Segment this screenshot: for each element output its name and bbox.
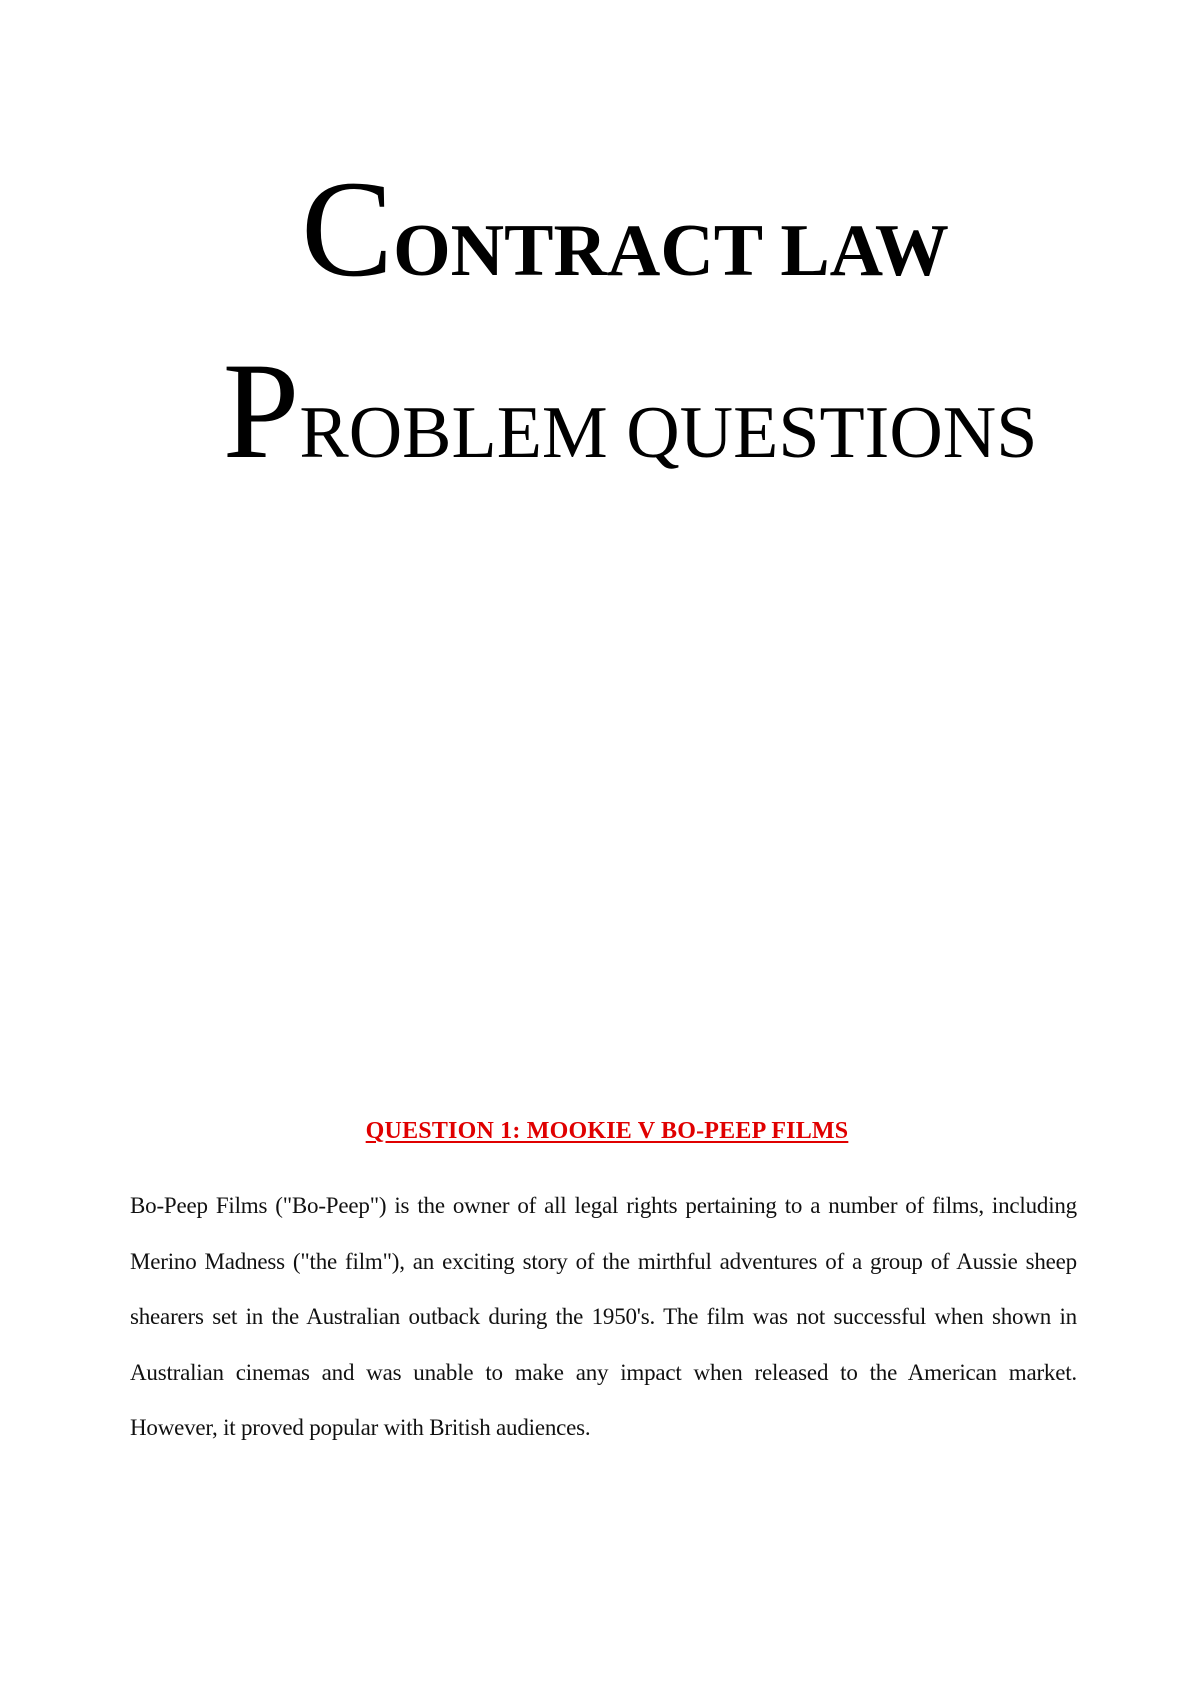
title-line-2 <box>0 334 1200 487</box>
question-heading: QUESTION 1: MOOKIE V BO-PEEP FILMS <box>365 1118 849 1144</box>
title-rest-problem-questions: ROBLEM QUESTIONS <box>299 392 1038 474</box>
title-line-1 <box>0 152 1200 305</box>
question-body-paragraph: Bo-Peep Films ("Bo-Peep") is the owner of all legal rights pertaining to a number of films, including Merino Madness ("the film"), an exciting story of the mirthful adventures of a group of Aussie sheep shearers set in the Australian outback during the 1950's. The film was not successful when shown in Australian cinemas and was unable to make any impact when released to the American market. However, it proved popular with British audiences. <box>130 1193 1077 1441</box>
title-rest-contract-law: ONTRACT LAW <box>393 210 949 292</box>
title-initial-c: C <box>301 152 394 305</box>
title-initial-p: P <box>222 334 300 487</box>
